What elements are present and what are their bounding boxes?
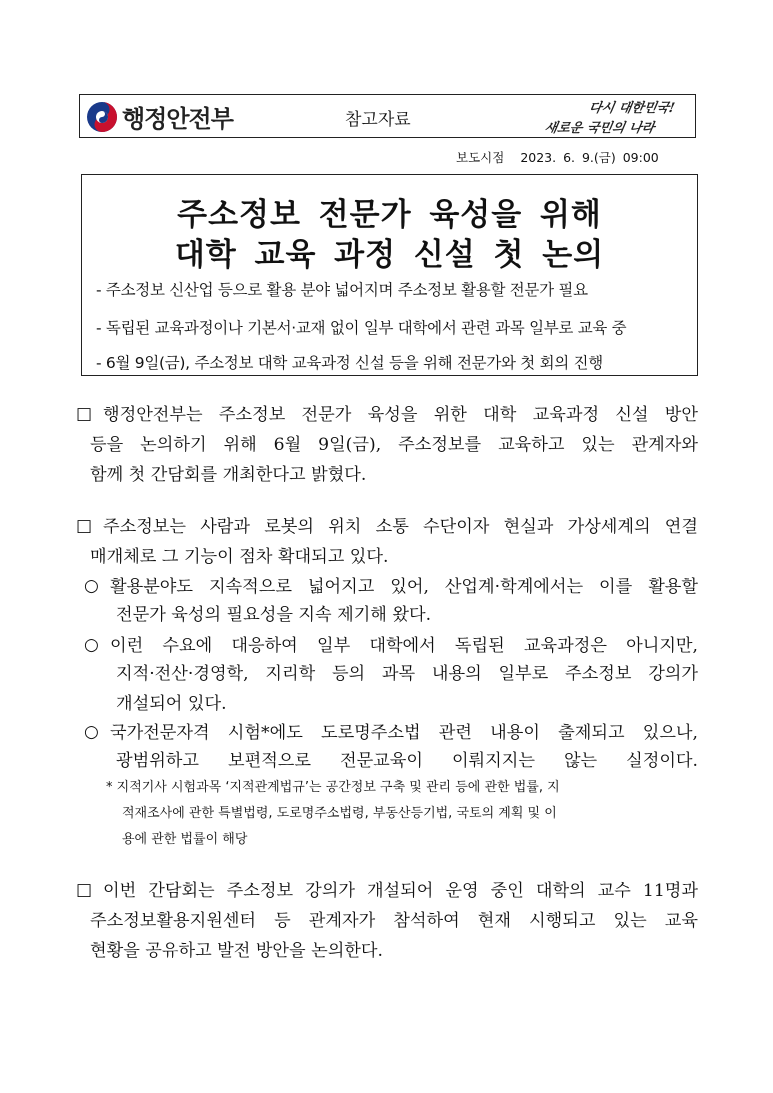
ministry-logo <box>86 99 233 134</box>
headline-line-2: 대학 교육 과정 신설 첫 논의 <box>174 237 605 273</box>
sub-item-1-cont <box>116 600 698 630</box>
headline-bullet: - 6월 9일(금), 주소정보 대학 교육과정 신설 등을 위해 전문가와 첫 회의 진행 <box>96 354 603 372</box>
sub-item-2 <box>110 631 698 661</box>
paragraph-line: 지적·전산·경영학, 지리학 등의 과목 내용의 일부로 주소정보 강의가 <box>116 664 698 684</box>
paragraph-line: 주소정보활용지원센터 등 관계자가 참석하여 현재 시행되고 있는 교육 <box>90 911 698 931</box>
circle-bullet: ○ <box>84 576 99 596</box>
ministry-name: 행정안전부 <box>122 105 233 133</box>
release-time <box>456 148 659 166</box>
headline-line-1: 주소정보 전문가 육성을 위해 <box>177 197 602 233</box>
paragraph-2-cont <box>90 542 698 572</box>
headline-bullet: - 주소정보 신산업 등으로 활용 분야 넓어지며 주소정보 활용할 전문가 필요 <box>96 281 588 299</box>
paragraph-3-cont <box>90 906 698 966</box>
slogan-line-1: 다시 대한민국! <box>587 101 676 116</box>
circle-bullet: ○ <box>84 722 99 742</box>
square-bullet: □ <box>76 880 93 900</box>
sub-item-3-cont <box>116 746 698 776</box>
square-bullet: □ <box>76 516 93 536</box>
paragraph-1-cont <box>90 430 698 490</box>
release-label: 보도시점 <box>456 150 505 165</box>
footnote <box>106 775 698 853</box>
paragraph-1 <box>103 400 698 430</box>
doc-type-label: 참고자료 <box>345 110 411 130</box>
paragraph-line: 주소정보는 사람과 로봇의 위치 소통 수단이자 현실과 가상세계의 연결 <box>103 517 698 537</box>
paragraph-line: 현황을 공유하고 발전 방안을 논의한다. <box>90 941 383 961</box>
paragraph-3 <box>103 876 698 906</box>
sub-item-3 <box>110 718 698 748</box>
paragraph-line: 활용분야도 지속적으로 넓어지고 있어, 산업계·학계에서는 이를 활용할 <box>110 577 698 597</box>
headline-bullet: - 독립된 교육과정이나 기본서·교재 없이 일부 대학에서 관련 과목 일부로 교육 중 <box>96 319 627 337</box>
paragraph-line: 행정안전부는 주소정보 전문가 육성을 위한 대학 교육과정 신설 방안 <box>103 405 698 425</box>
footnote-line: * 지적기사 시험과목 ‘지적관계법규’는 공간정보 구축 및 관리 등에 관한 법률, 지 <box>106 780 560 795</box>
paragraph-2 <box>103 512 698 542</box>
paragraph-line: 이번 간담회는 주소정보 강의가 개설되어 운영 중인 대학의 교수 11명과 <box>103 881 698 901</box>
headline-box <box>81 174 698 376</box>
paragraph-line: 이런 수요에 대응하여 일부 대학에서 독립된 교육과정은 아니지만, <box>110 636 698 656</box>
paragraph-line: 매개체로 그 기능이 점차 확대되고 있다. <box>90 547 389 567</box>
sub-item-1 <box>110 572 698 602</box>
slogan <box>539 97 679 135</box>
paragraph-line: 전문가 육성의 필요성을 지속 제기해 왔다. <box>116 605 432 625</box>
sub-item-2-cont <box>116 659 698 719</box>
release-date: 2023. 6. 9.(금) 09:00 <box>520 150 659 165</box>
paragraph-line: 함께 첫 간담회를 개최한다고 밝혔다. <box>90 465 367 485</box>
paragraph-line: 개설되어 있다. <box>116 694 227 714</box>
paragraph-line: 국가전문자격 시험*에도 도로명주소법 관련 내용이 출제되고 있으나, <box>110 723 698 743</box>
circle-bullet: ○ <box>84 635 99 655</box>
paragraph-line: 광범위하고 보편적으로 전문교육이 이뤄지지는 않는 실정이다. <box>116 751 698 771</box>
slogan-line-2: 새로운 국민의 나라 <box>543 121 656 136</box>
square-bullet: □ <box>76 404 93 424</box>
paragraph-line: 등을 논의하기 위해 6월 9일(금), 주소정보를 교육하고 있는 관계자와 <box>90 435 698 455</box>
taegeuk-emblem-icon <box>86 101 118 133</box>
footnote-line: 적재조사에 관한 특별법령, 도로명주소법령, 부동산등기법, 국토의 계획 및 이 <box>122 806 557 821</box>
header-box <box>79 94 696 138</box>
footnote-line: 용에 관한 법률이 해당 <box>122 832 248 847</box>
